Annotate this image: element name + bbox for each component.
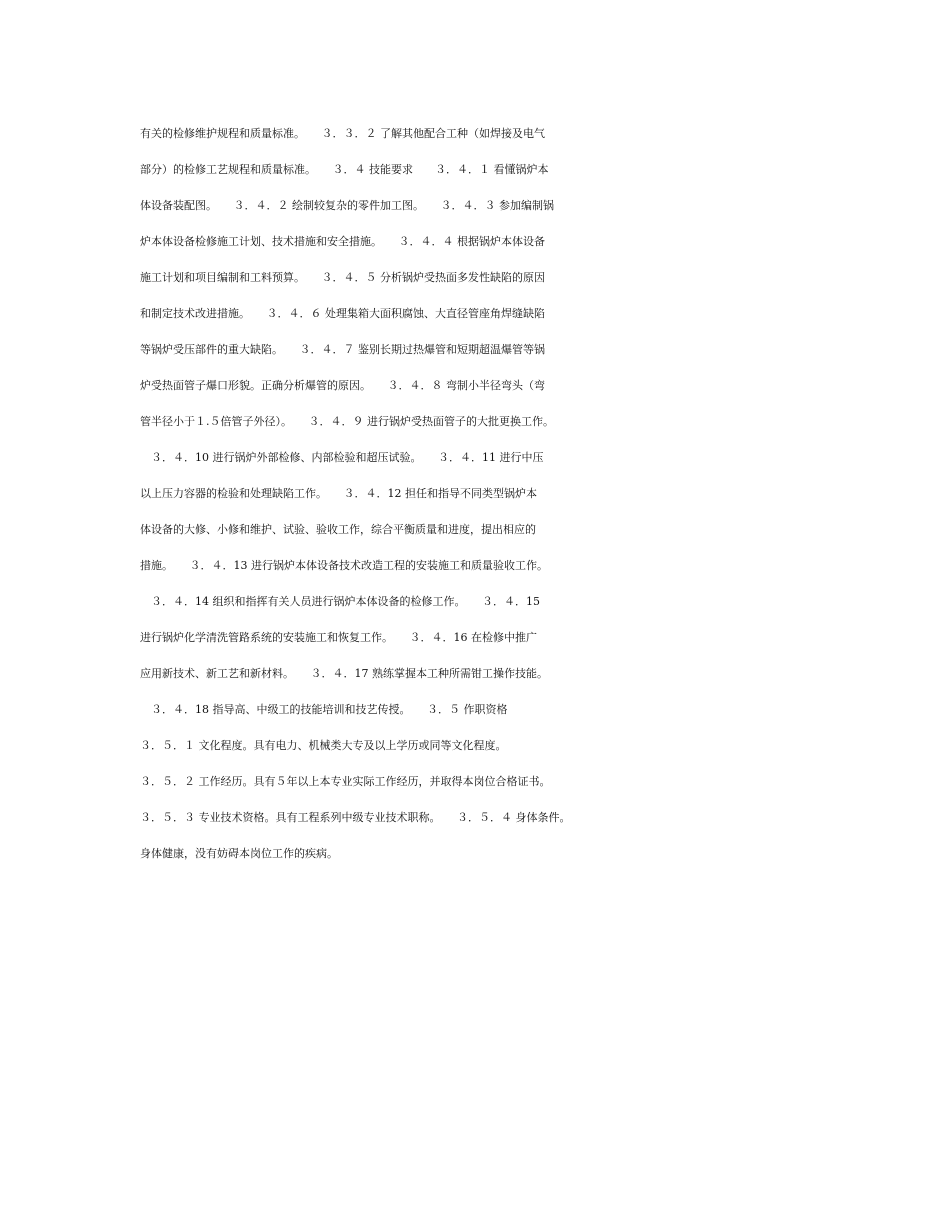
text-line: ３．５．１ 文化程度。具有电力、机械类大专及以上学历或同等文化程度。 — [140, 739, 507, 752]
text-line: 管半径小于１.５倍管子外径）。 ３．４．９ 进行锅炉受热面管子的大批更换工作。 — [140, 415, 554, 428]
text-line: 部分）的检修工艺规程和质量标准。 ３．４ 技能要求 ３．４．１ 看懂锅炉本 — [140, 163, 549, 176]
body-text — [140, 116, 840, 872]
text-line: 措施。 ３．４．13 进行锅炉本体设备技术改造工程的安装施工和质量验收工作。 — [140, 559, 548, 572]
text-line: 炉本体设备检修施工计划、技术措施和安全措施。 ３．４．４ 根据锅炉本体设备 — [140, 235, 545, 248]
text-line: 应用新技术、新工艺和新材料。 ３．４．17 熟练掌握本工种所需钳工操作技能。 — [140, 667, 548, 680]
text-line: ３．５．３ 专业技术资格。具有工程系列中级专业技术职称。 ３．５．４ 身体条件。 — [140, 811, 571, 824]
text-line: 和制定技术改进措施。 ３．４．６ 处理集箱大面积腐蚀、大直径管座角焊缝缺陷 — [140, 307, 545, 320]
text-line: 身体健康，没有妨碍本岗位工作的疾病。 — [140, 847, 338, 860]
text-line: 进行锅炉化学清洗管路系统的安装施工和恢复工作。 ３．４．16 在检修中推广 — [140, 631, 537, 644]
text-line: ３．４．18 指导高、中级工的技能培训和技艺传授。 ３．５ 作职资格 — [140, 703, 508, 716]
text-line: 等锅炉受压部件的重大缺陷。 ３．４．７ 鉴别长期过热爆管和短期超温爆管等锅 — [140, 343, 545, 356]
text-line: 施工计划和项目编制和工料预算。 ３．４．５ 分析锅炉受热面多发性缺陷的原因 — [140, 271, 545, 284]
text-line: ３．４．10 进行锅炉外部检修、内部检验和超压试验。 ３．４．11 进行中压 — [140, 451, 544, 464]
text-line: 以上压力容器的检验和处理缺陷工作。 ３．４．12 担任和指导不同类型锅炉本 — [140, 487, 537, 500]
text-line: ３．５．２ 工作经历。具有５年以上本专业实际工作经历，并取得本岗位合格证书。 — [140, 775, 551, 788]
text-line: 体设备的大修、小修和维护、试验、验收工作，综合平衡质量和进度，提出相应的 — [140, 523, 536, 536]
text-line: 体设备装配图。 ３．４．２ 绘制较复杂的零件加工图。 ３．４．３ 参加编制锅 — [140, 199, 554, 212]
text-line: 有关的检修维护规程和质量标准。 ３．３．２ 了解其他配合工种（如焊接及电气 — [140, 127, 545, 140]
text-line: ３．４．14 组织和指挥有关人员进行锅炉本体设备的检修工作。 ３．４．15 — [140, 595, 540, 608]
text-line: 炉受热面管子爆口形貌。正确分析爆管的原因。 ３．４．８ 弯制小半径弯头（弯 — [140, 379, 545, 392]
